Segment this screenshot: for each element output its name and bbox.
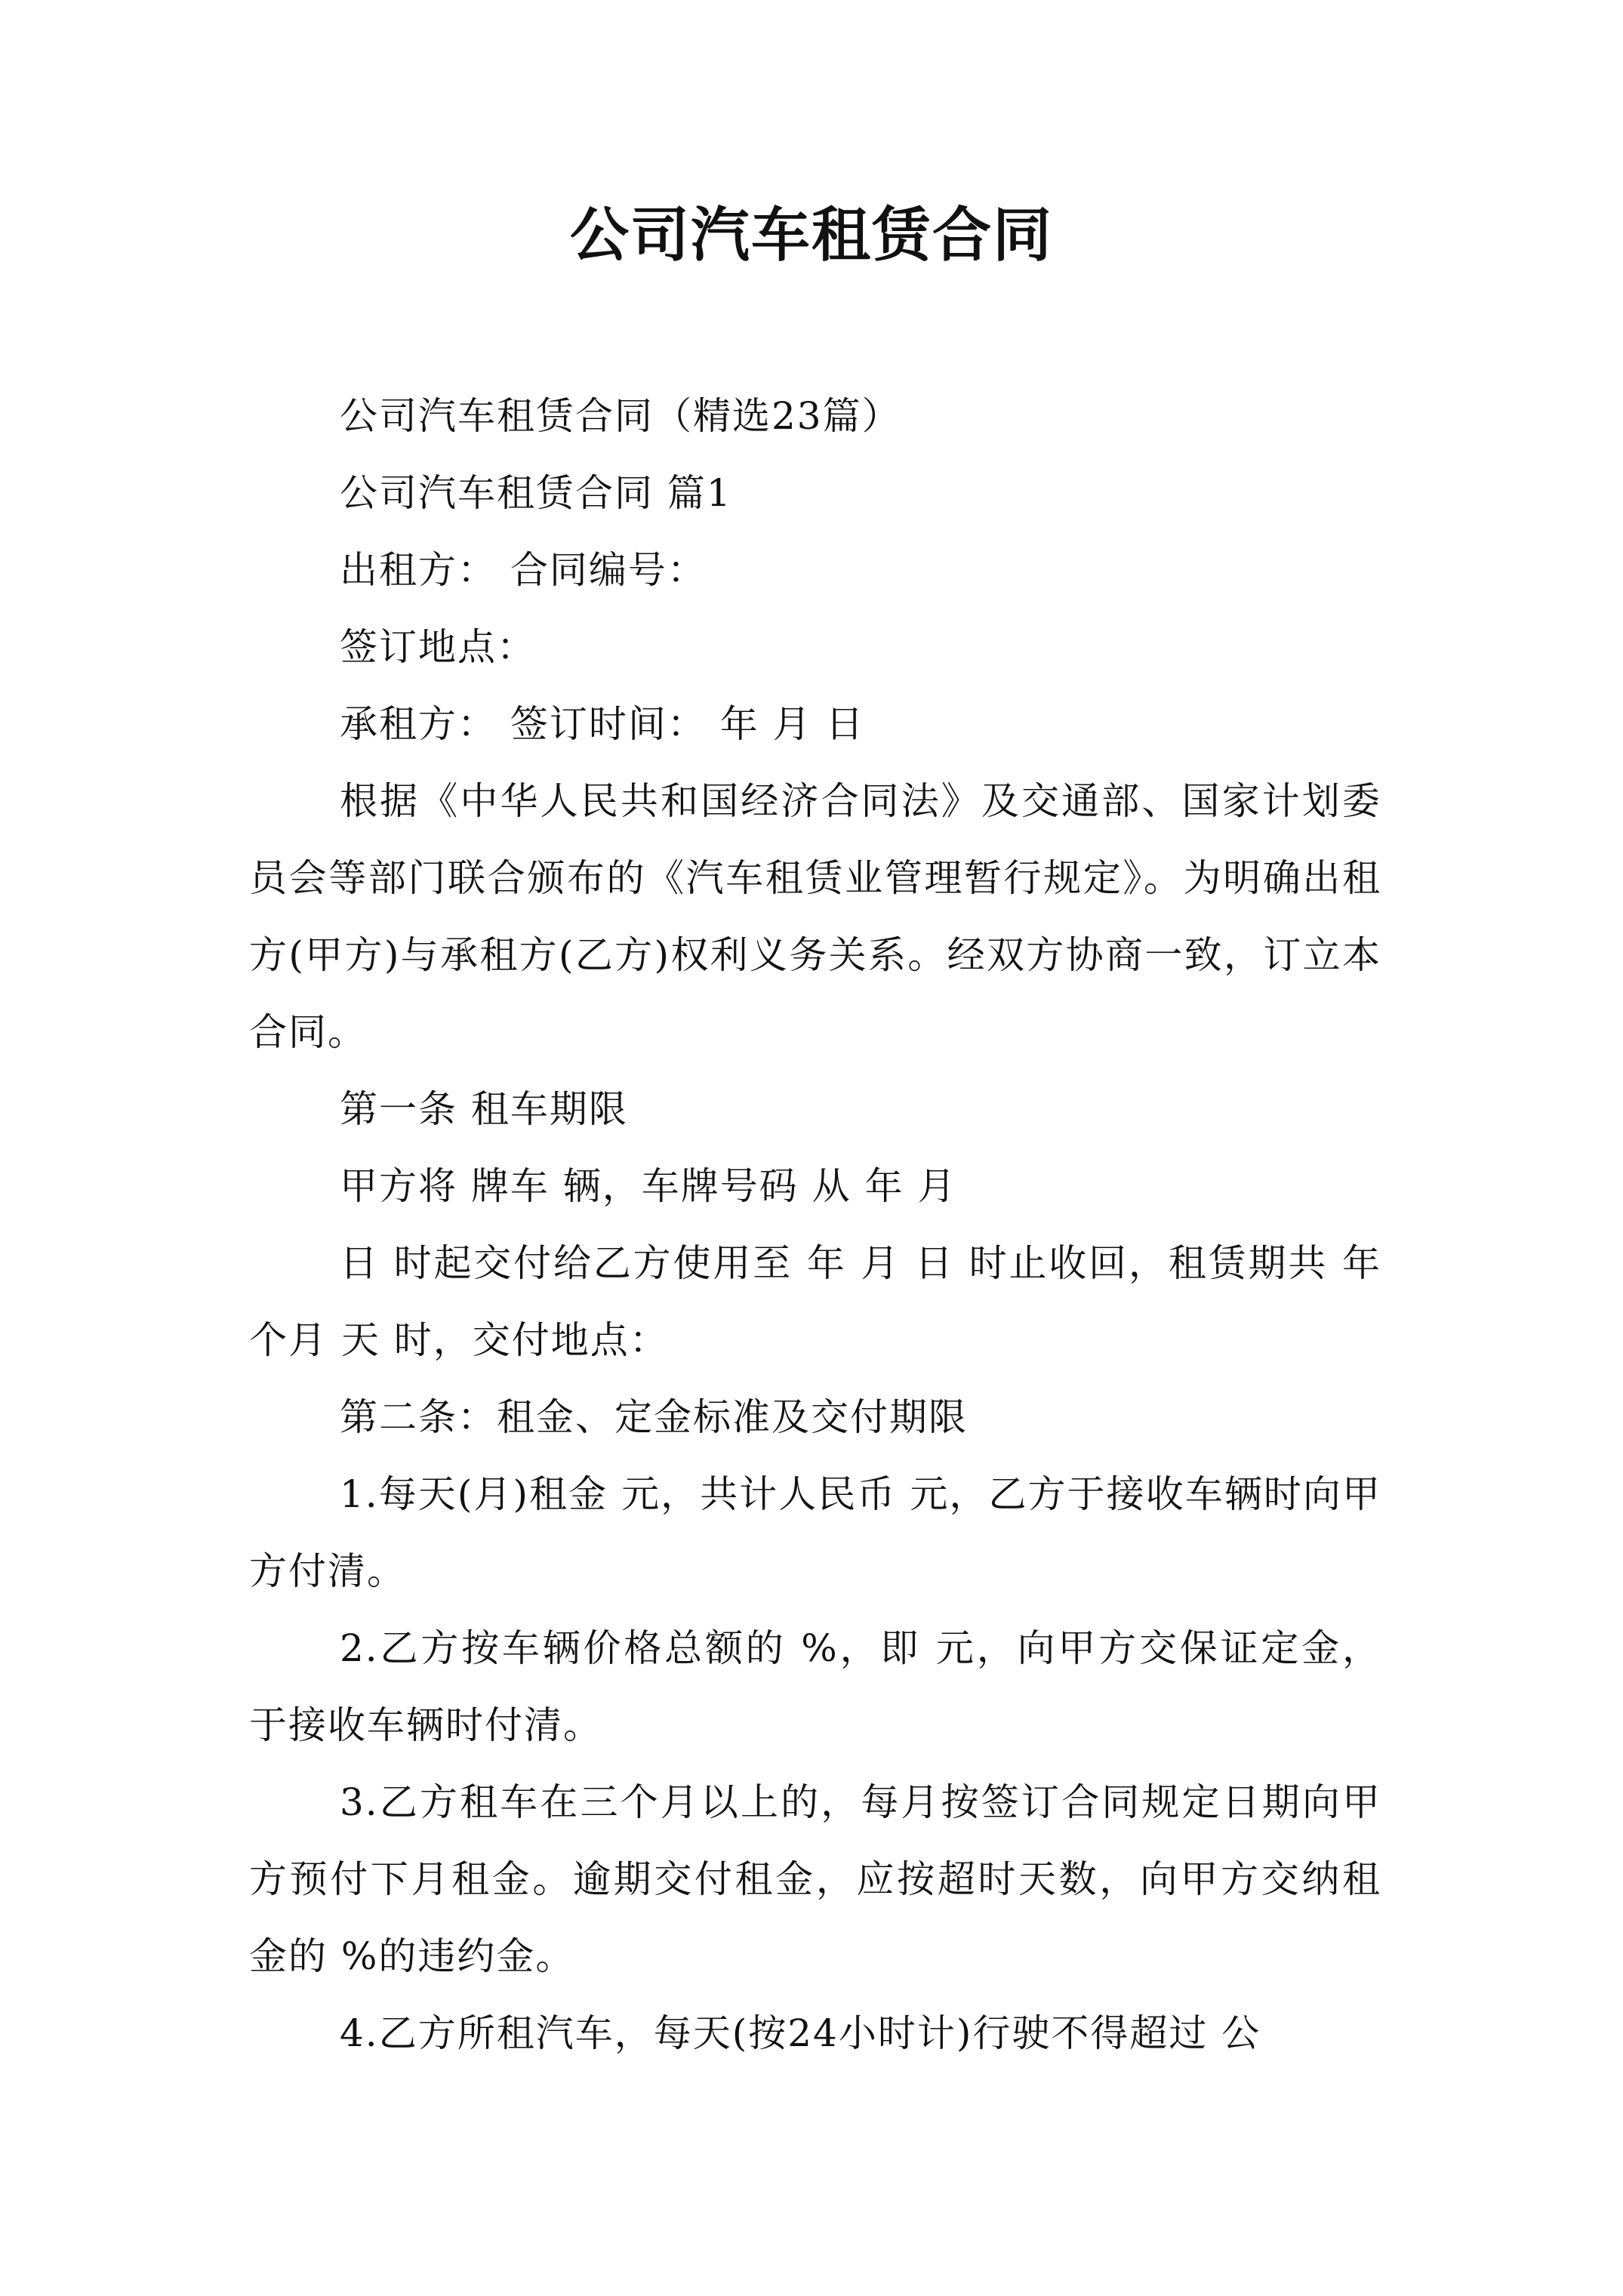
paragraph-preamble: 根据《中华人民共和国经济合同法》及交通部、国家计划委员会等部门联合颁布的《汽车租赁业管理暂行规定》。为明确出租方(甲方)与承租方(乙方)权利义务关系。经双方协商一致，订立本合同。 — [249, 779, 1381, 1054]
paragraph-article-1-line-1: 甲方将 牌车 辆，车牌号码 从 年 月 — [340, 1164, 957, 1208]
paragraph-article-1-heading: 第一条 租车期限 — [340, 1087, 628, 1131]
document-title: 公司汽车租赁合同 — [569, 201, 1053, 270]
document-body — [249, 378, 1381, 2072]
paragraph-signing-place: 签订地点： — [340, 625, 536, 669]
paragraph-clause-4: 4.乙方所租汽车，每天(按24小时计)行驶不得超过 公 — [340, 2011, 1261, 2055]
paragraph-clause-3: 3.乙方租车在三个月以上的，每月按签订合同规定日期向甲方预付下月租金。逾期交付租金，应按超时天数，向甲方交纳租金的 %的违约金。 — [249, 1780, 1381, 1978]
paragraph-clause-1: 1.每天(月)租金 元，共计人民币 元，乙方于接收车辆时向甲方付清。 — [249, 1472, 1381, 1593]
paragraph-lessor: 出租方： 合同编号： — [340, 548, 707, 592]
paragraph-article-1-line-2: 日 时起交付给乙方使用至 年 月 日 时止收回，租赁期共 年 个月 天 时，交付地点： — [249, 1241, 1381, 1362]
paragraph-subtitle: 公司汽车租赁合同（精选23篇） — [340, 394, 901, 438]
paragraph-clause-2: 2.乙方按车辆价格总额的 %，即 元，向甲方交保证定金，于接收车辆时付清。 — [249, 1626, 1381, 1747]
paragraph-article-2-heading: 第二条：租金、定金标准及交付期限 — [340, 1395, 968, 1439]
paragraph-lessee: 承租方： 签订时间： 年 月 日 — [340, 702, 865, 746]
paragraph-section-heading: 公司汽车租赁合同 篇1 — [340, 471, 732, 515]
